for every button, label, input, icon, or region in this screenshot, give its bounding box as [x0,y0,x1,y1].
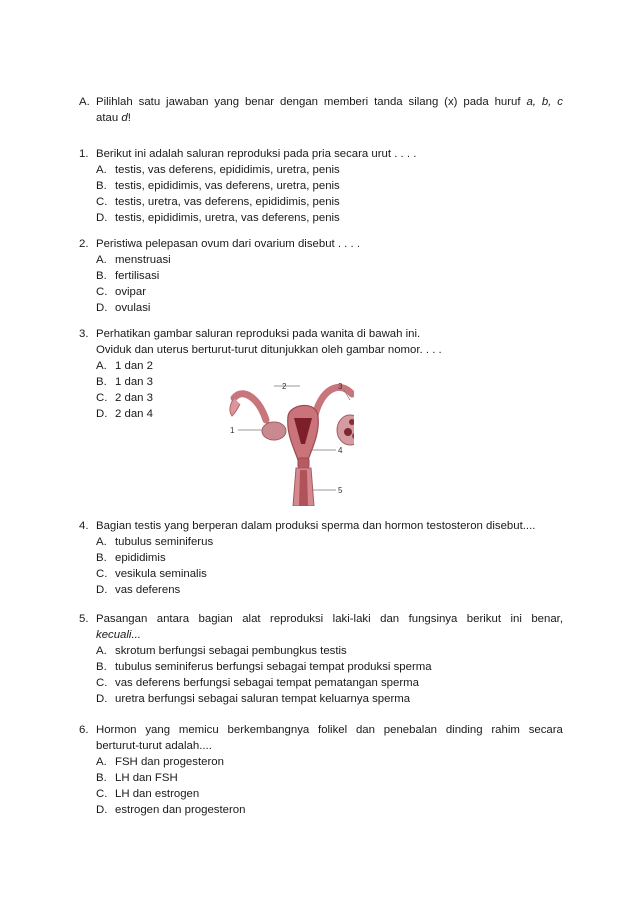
option-b[interactable]: B. testis, epididimis, vas deferens, uretra, penis [96,180,340,192]
option-b[interactable]: B. fertilisasi [96,270,160,282]
question-number: 2. [79,238,89,250]
option-c[interactable]: C. LH dan estrogen [96,788,200,800]
instruction-line-1: Pilihlah satu jawaban yang benar dengan memberi tanda silang (x) pada huruf a, b, c [96,96,563,108]
question-number: 1. [79,148,89,160]
question-number: 6. [79,724,89,736]
question-text: Bagian testis yang berperan dalam produksi sperma dan hormon testosteron disebut.... [96,520,536,532]
left-ovary [262,422,286,440]
option-a[interactable]: A. menstruasi [96,254,171,266]
instruction-marker: A. [79,96,90,108]
reproductive-diagram [228,374,354,506]
question-text: Pasangan antara bagian alat reproduksi laki-laki dan fungsinya berikut ini benar, [96,613,563,625]
question-text-2: Oviduk dan uterus berturut-turut ditunjukkan oleh gambar nomor. . . . [96,344,442,356]
option-c[interactable]: C. testis, uretra, vas deferens, epididimis, penis [96,196,340,208]
question-text-2: berturut-turut adalah.... [96,740,212,752]
question-1 [79,146,563,226]
option-a[interactable]: A. FSH dan progesteron [96,756,224,768]
option-d[interactable]: D. 2 dan 4 [96,408,154,420]
figure-label-4: 4 [338,446,343,455]
option-d[interactable]: D. ovulasi [96,302,151,314]
question-text: Berikut ini adalah saluran reproduksi pada pria secara urut . . . . [96,148,417,160]
question-4 [79,518,563,598]
question-text-2: kecuali... [96,629,141,641]
question-number: 4. [79,520,89,532]
figure-label-3: 3 [338,382,343,391]
option-d[interactable]: D. estrogen dan progesteron [96,804,246,816]
option-a[interactable]: A. testis, vas deferens, epididimis, uretra, penis [96,164,340,176]
instruction [79,94,563,126]
option-b[interactable]: B. LH dan FSH [96,772,178,784]
question-number: 3. [79,328,89,340]
option-c[interactable]: C. 2 dan 3 [96,392,154,404]
option-c[interactable]: C. vesikula seminalis [96,568,207,580]
question-2 [79,236,563,316]
option-b[interactable]: B. epididimis [96,552,166,564]
option-a[interactable]: A. 1 dan 2 [96,360,154,372]
option-c[interactable]: C. ovipar [96,286,147,298]
option-b[interactable]: B. 1 dan 3 [96,376,154,388]
option-a[interactable]: A. tubulus seminiferus [96,536,214,548]
figure-label-1: 1 [230,426,235,435]
question-6 [79,722,563,818]
left-fimbriae [230,398,240,416]
female-reproductive-figure [228,374,354,506]
option-d[interactable]: D. vas deferens [96,584,181,596]
question-text: Peristiwa pelepasan ovum dari ovarium disebut . . . . [96,238,361,250]
figure-label-2: 2 [282,382,287,391]
instruction-line-2: atau d! [96,112,131,124]
figure-label-5: 5 [338,486,343,495]
option-a[interactable]: A. skrotum berfungsi sebagai pembungkus testis [96,645,347,657]
question-text: Hormon yang memicu berkembangnya folikel dan penebalan dinding rahim secara [96,724,563,736]
question-text: Perhatikan gambar saluran reproduksi pada wanita di bawah ini. [96,328,421,340]
vaginal-canal [299,470,308,506]
follicle [344,428,352,436]
option-c[interactable]: C. vas deferens berfungsi sebagai tempat pematangan sperma [96,677,419,689]
question-5 [79,611,563,707]
option-b[interactable]: B. tubulus seminiferus berfungsi sebagai tempat produksi sperma [96,661,432,673]
cervix [298,458,309,468]
option-d[interactable]: D. testis, epididimis, uretra, vas deferens, penis [96,212,340,224]
question-number: 5. [79,613,89,625]
option-d[interactable]: D. uretra berfungsi sebagai saluran tempat keluarnya sperma [96,693,411,705]
